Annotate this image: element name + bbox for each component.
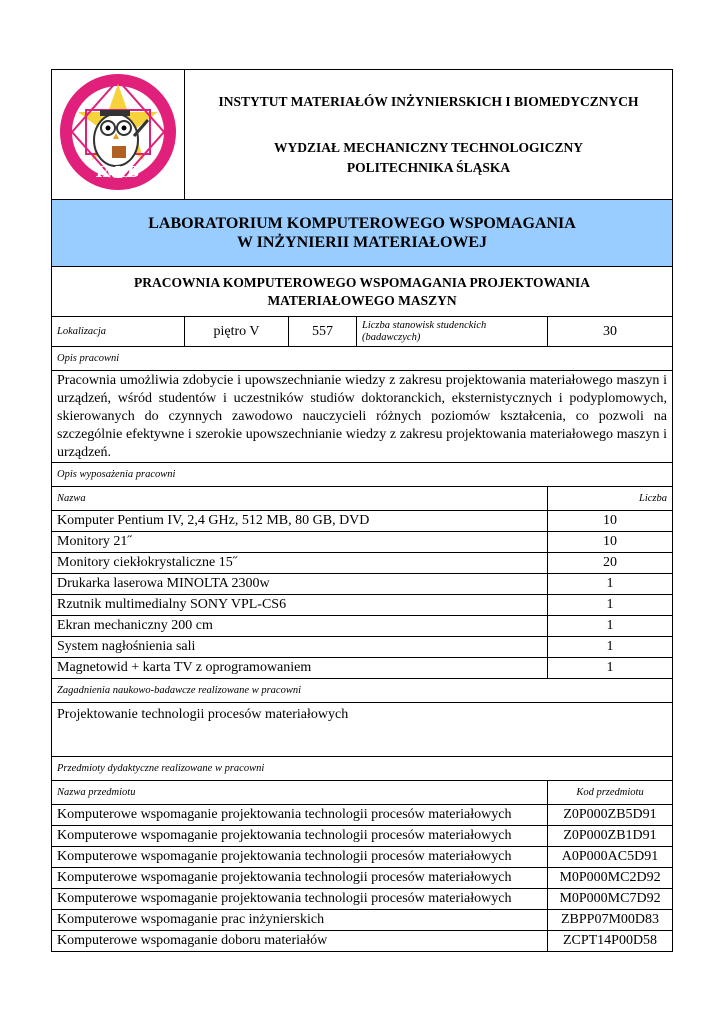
course-code: M0P000MC7D92 xyxy=(548,889,673,910)
faculty-name: WYDZIAŁ MECHANICZNY TECHNOLOGICZNY xyxy=(273,139,584,155)
equipment-count: 10 xyxy=(548,532,673,553)
equipment-name: System nagłośnienia sali xyxy=(52,637,548,658)
equipment-count: 20 xyxy=(548,553,673,574)
equipment-name: Rzutnik multimedialny SONY VPL-CS6 xyxy=(52,595,548,616)
equipment-col-count: Liczba xyxy=(548,487,673,511)
logo-cell xyxy=(52,70,185,200)
course-code: M0P000MC2D92 xyxy=(548,868,673,889)
header-text-cell xyxy=(185,70,673,200)
course-name: Komputerowe wspomaganie prac inżynierskich xyxy=(52,910,548,931)
university-name: POLITECHNIKA ŚLĄSKA xyxy=(346,159,511,175)
lab-info-table xyxy=(51,69,673,952)
equipment-col-name: Nazwa xyxy=(52,487,548,511)
equipment-name: Magnetowid + karta TV z oprogramowaniem xyxy=(52,658,548,679)
course-name: Komputerowe wspomaganie projektowania technologii procesów materiałowych xyxy=(52,868,548,889)
course-name: Komputerowe wspomaganie projektowania technologii procesów materiałowych xyxy=(52,847,548,868)
equipment-name: Ekran mechaniczny 200 cm xyxy=(52,616,548,637)
workshop-title xyxy=(52,267,673,317)
equipment-name: Drukarka laserowa MINOLTA 2300w xyxy=(52,574,548,595)
institute-logo-icon xyxy=(56,70,180,194)
equipment-count: 1 xyxy=(548,574,673,595)
description-text: Pracownia umożliwia zdobycie i upowszechnianie wiedzy z zakresu projektowania materiałowego maszyn i urządzeń, wśród studentów i uczestników studiów doktoranckich, eksternistycznych i podyplomowych, skierowanych do czynnych zawodowo nauczycieli różnych poziomów kształcenia, co pozwoli na szczególnie efektywne i szerokie upowszechnianie wiedzy z zakresu projektowania materiałowego maszyn i urządzeń. xyxy=(52,371,673,463)
equipment-name: Monitory 21˝ xyxy=(52,532,548,553)
course-code: ZCPT14P00D58 xyxy=(548,931,673,952)
workshop-title-line2: MATERIAŁOWEGO MASZYN xyxy=(267,292,457,308)
document-sheet xyxy=(51,69,672,952)
courses-col-name: Nazwa przedmiotu xyxy=(52,781,548,805)
course-name: Komputerowe wspomaganie doboru materiałów xyxy=(52,931,548,952)
course-code: Z0P000ZB5D91 xyxy=(548,805,673,826)
course-name: Komputerowe wspomaganie projektowania technologii procesów materiałowych xyxy=(52,889,548,910)
research-text: Projektowanie technologii procesów materiałowych xyxy=(52,703,673,757)
equipment-name: Komputer Pentium IV, 2,4 GHz, 512 MB, 80 GB, DVD xyxy=(52,511,548,532)
course-code: Z0P000ZB1D91 xyxy=(548,826,673,847)
equipment-name: Monitory ciekłokrystaliczne 15˝ xyxy=(52,553,548,574)
location-room: 557 xyxy=(289,317,357,347)
location-floor: piętro V xyxy=(185,317,289,347)
equipment-count: 10 xyxy=(548,511,673,532)
equipment-count: 1 xyxy=(548,637,673,658)
course-name: Komputerowe wspomaganie projektowania technologii procesów materiałowych xyxy=(52,826,548,847)
institute-name: INSTYTUT MATERIAŁÓW INŻYNIERSKICH I BIOMEDYCZNYCH xyxy=(218,93,639,109)
course-code: A0P000AC5D91 xyxy=(548,847,673,868)
research-label: Zagadnienia naukowo-badawcze realizowane w pracowni xyxy=(52,679,673,703)
equipment-count: 1 xyxy=(548,595,673,616)
course-name: Komputerowe wspomaganie projektowania technologii procesów materiałowych xyxy=(52,805,548,826)
course-code: ZBPP07M00D83 xyxy=(548,910,673,931)
seats-label: Liczba stanowisk studenckich (badawczych) xyxy=(357,317,548,347)
equipment-count: 1 xyxy=(548,658,673,679)
workshop-title-line1: PRACOWNIA KOMPUTEROWEGO WSPOMAGANIA PROJEKTOWANIA xyxy=(134,274,590,290)
courses-col-code: Kod przedmiotu xyxy=(548,781,673,805)
location-label: Lokalizacja xyxy=(52,317,185,347)
courses-label: Przedmioty dydaktyczne realizowane w pracowni xyxy=(52,757,673,781)
seats-count: 30 xyxy=(548,317,673,347)
equipment-count: 1 xyxy=(548,616,673,637)
laboratory-title xyxy=(52,200,673,267)
laboratory-title-line1: LABORATORIUM KOMPUTEROWEGO WSPOMAGANIA xyxy=(148,215,576,232)
equipment-label: Opis wyposażenia pracowni xyxy=(52,463,673,487)
description-label: Opis pracowni xyxy=(52,347,673,371)
logo-text: IMIB xyxy=(96,163,140,181)
laboratory-title-line2: W INŻYNIERII MATERIAŁOWEJ xyxy=(236,234,488,251)
